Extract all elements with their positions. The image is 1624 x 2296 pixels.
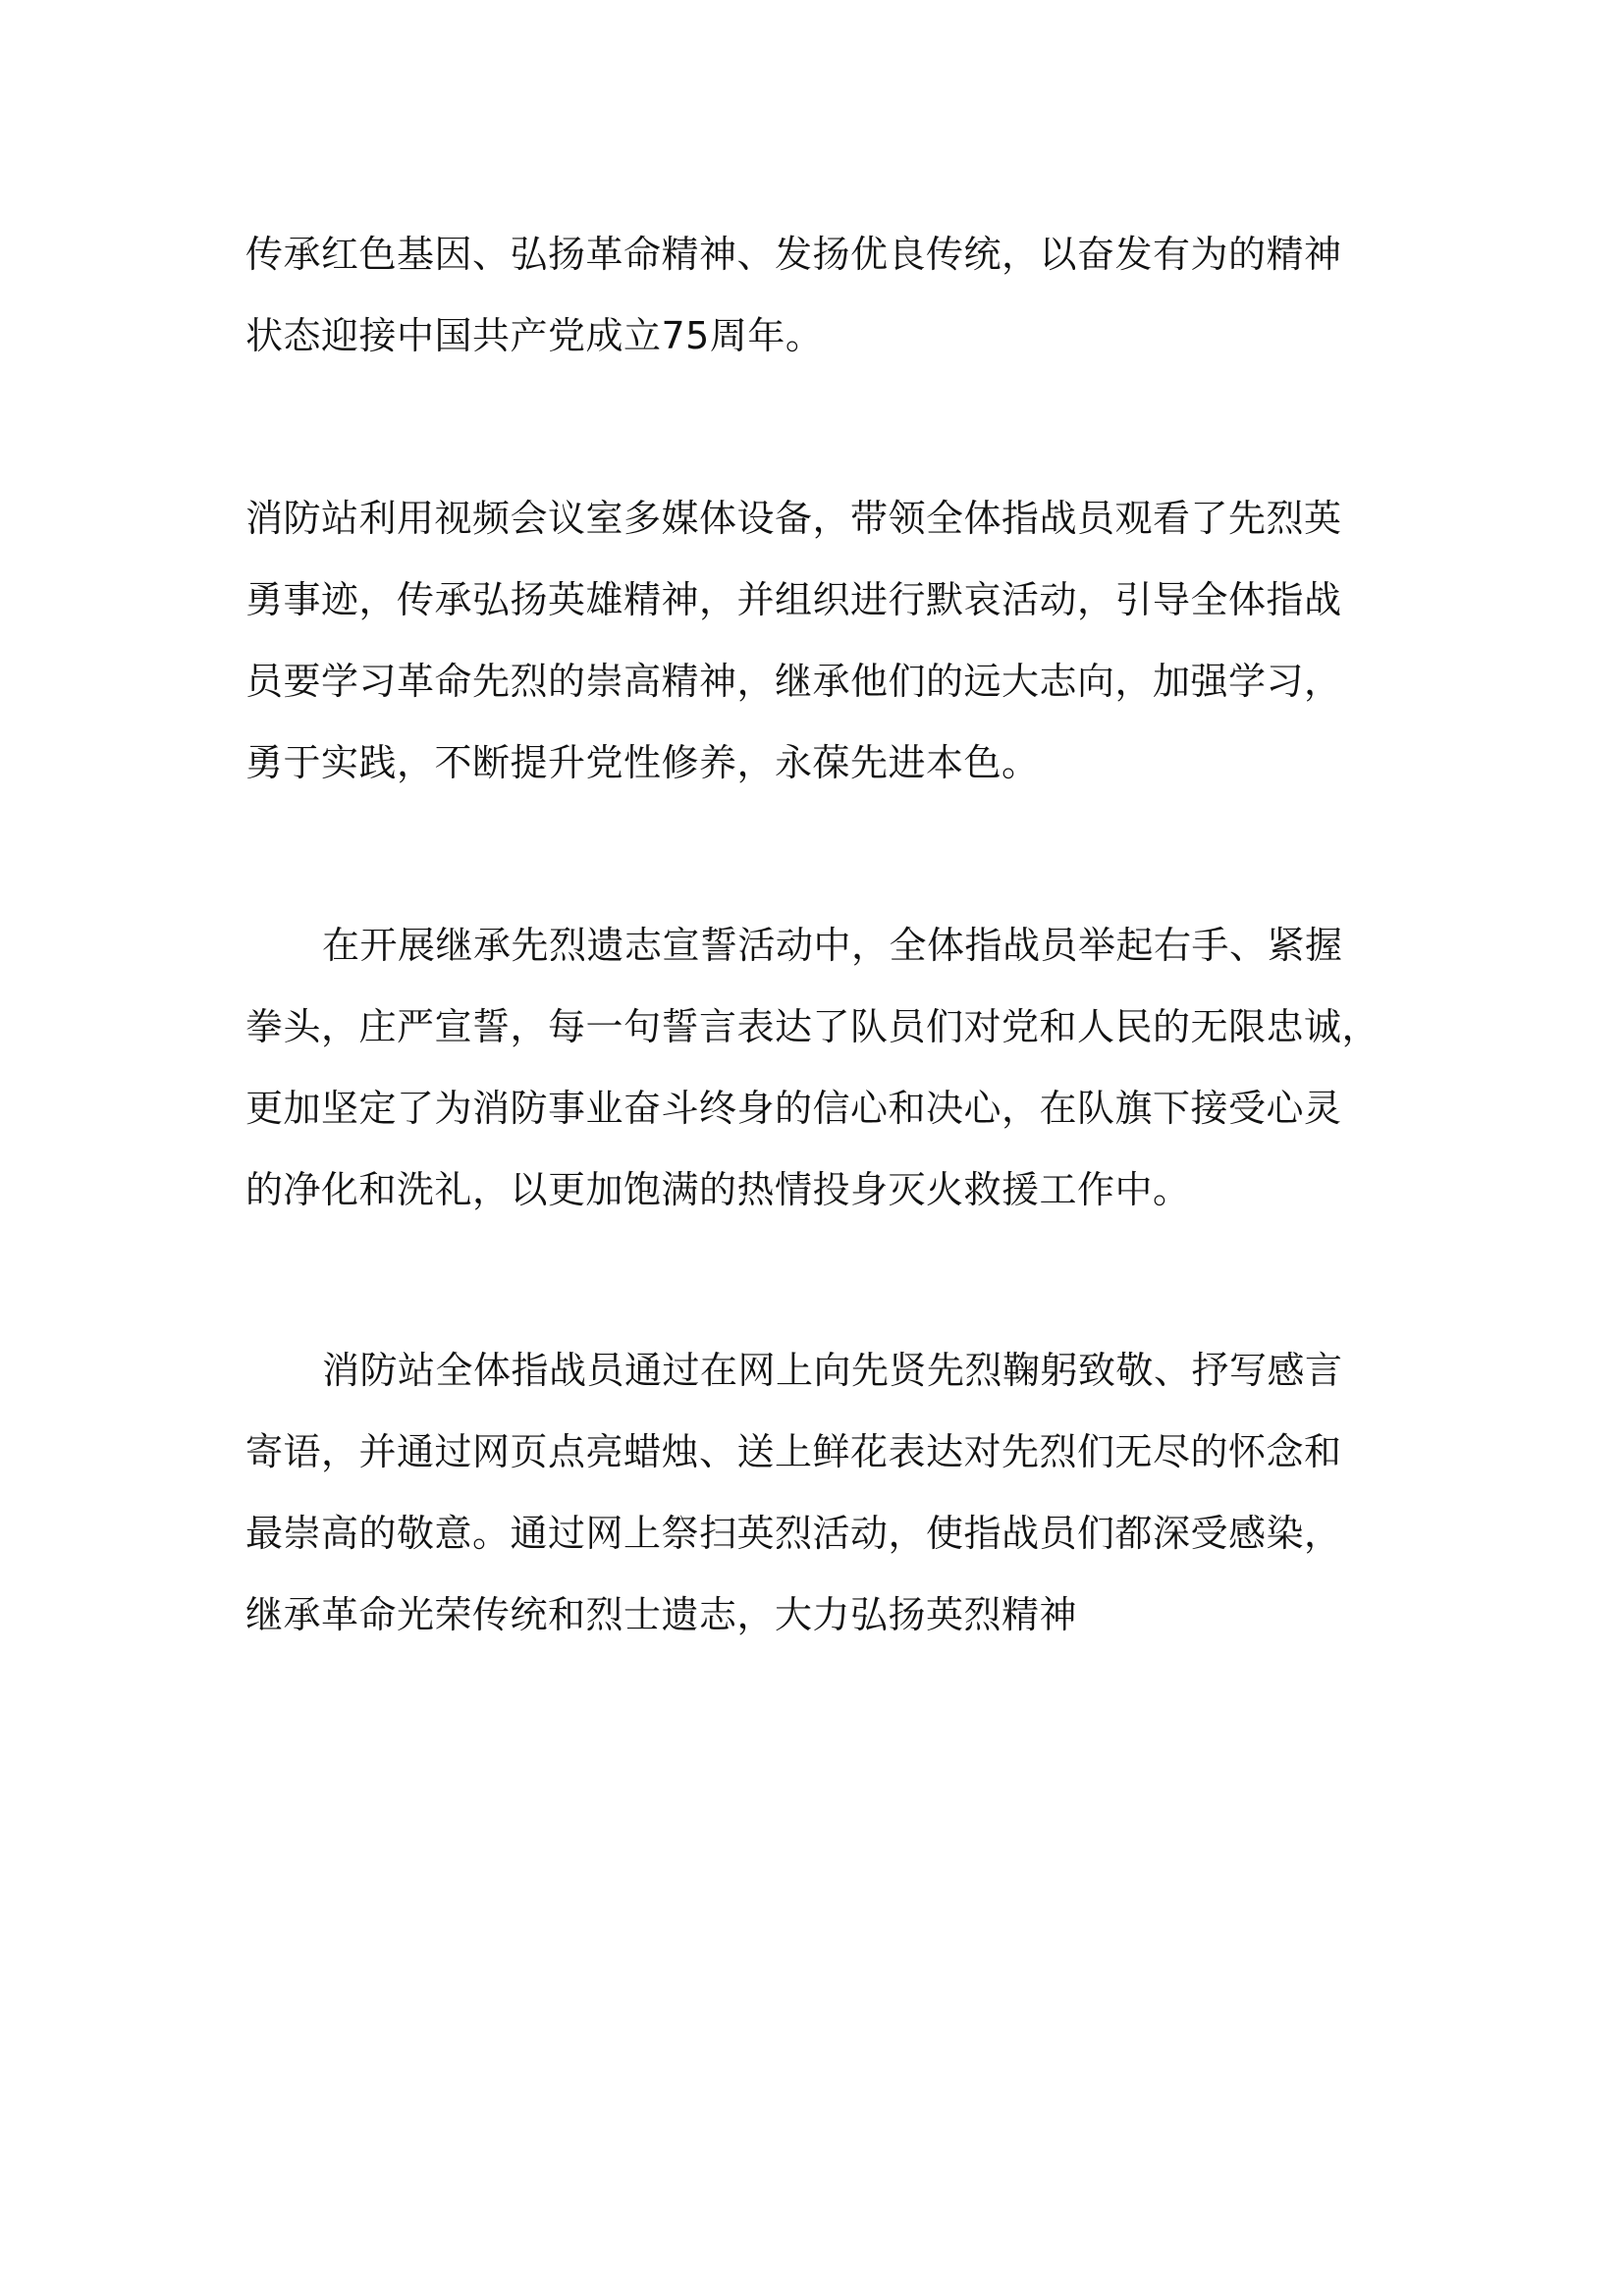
paragraph-3	[245, 905, 1384, 1231]
text-line: 的净化和洗礼，以更加饱满的热情投身灭火救援工作中。	[245, 1168, 1191, 1211]
text-line: 拳头，庄严宣誓，每一句誓言表达了队员们对党和人民的无限忠诚，	[245, 1005, 1380, 1048]
text-line: 勇于实践，不断提升党性修养，永葆先进本色。	[245, 741, 1040, 784]
text-line: 更加坚定了为消防事业奋斗终身的信心和决心，在队旗下接受心灵	[245, 1087, 1342, 1130]
text-line: 勇事迹，传承弘扬英雄精神，并组织进行默哀活动，引导全体指战	[245, 578, 1342, 621]
paragraph-2	[245, 478, 1384, 804]
text-line: 继承革命光荣传统和烈士遗志，大力弘扬英烈精神	[245, 1593, 1078, 1636]
text-line: 消防站利用视频会议室多媒体设备，带领全体指战员观看了先烈英	[245, 497, 1342, 540]
text-line-indented: 在开展继承先烈遗志宣誓活动中，全体指战员举起右手、紧握	[322, 924, 1343, 967]
text-line: 员要学习革命先烈的崇高精神，继承他们的远大志向，加强学习，	[245, 660, 1342, 703]
text-line: 传承红色基因、弘扬革命精神、发扬优良传统，以奋发有为的精神	[245, 233, 1342, 276]
text-line-indented: 消防站全体指战员通过在网上向先贤先烈鞠躬致敬、抒写感言	[322, 1349, 1343, 1392]
text-line: 寄语，并通过网页点亮蜡烛、送上鲜花表达对先烈们无尽的怀念和	[245, 1430, 1342, 1473]
paragraph-1	[245, 214, 1384, 377]
text-line: 最崇高的敬意。通过网上祭扫英烈活动，使指战员们都深受感染，	[245, 1512, 1342, 1555]
paragraph-4	[245, 1330, 1384, 1656]
text-line: 状态迎接中国共产党成立75周年。	[245, 314, 824, 357]
